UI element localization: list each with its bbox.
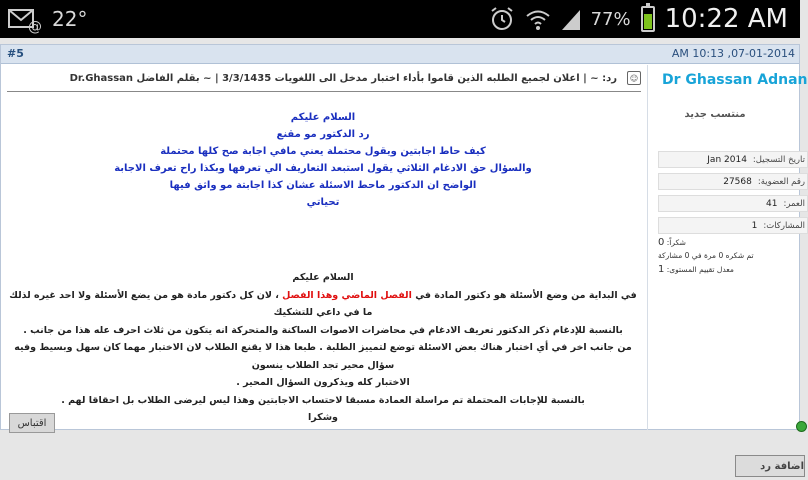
signal-icon <box>561 7 581 31</box>
battery-icon <box>641 6 655 32</box>
reply-line-1-end: ، لان كل دكتور مادة هو من يضع الأسئلة ولا احد غيره لذلك ما في داعي للتشكيك <box>9 289 373 318</box>
body-line: والسؤال حق الادغام الثلاثي يقول استبعد التعاريف الي تعرفها وبكذا راح تعرف الاجابة <box>114 163 532 174</box>
reply-line-5: بالنسبة للإجابات المحتملة تم مراسلة العمادة مسبقا لاحتساب الاجابتين وهذا ليس ليرضى الطلاب بل احقاقا لهم . <box>61 394 585 406</box>
body-line: كيف حاط اجابتين ويقول محتملة يعني مافي اجابة صح كلها محتملة <box>160 146 486 157</box>
posts-row <box>658 217 808 234</box>
temperature-text: 22° <box>52 7 88 31</box>
post-date: 07-01-2014, 10:13 AM <box>671 47 795 60</box>
body-line: رد الدكتور مو مقنع <box>276 129 370 140</box>
reply-line-4: الاختبار كله ويذكرون السؤال المحير . <box>236 377 410 388</box>
thanks-row <box>658 237 686 248</box>
user-sidebar <box>647 65 808 430</box>
reputation-row <box>658 264 734 275</box>
reply-line-1-start: في البداية من وضع الأسئلة هو دكتور المادة في <box>415 289 637 301</box>
reply-line-1 <box>3 287 643 322</box>
reply-thanks: وشكرا <box>308 412 338 423</box>
post-title-bar <box>7 65 641 92</box>
thanks-label: شكراً: <box>666 238 686 247</box>
post-icon: ☺ <box>627 71 641 85</box>
join-date-value: Jan 2014 <box>707 154 747 165</box>
mail-icon <box>8 6 42 35</box>
wifi-icon <box>525 7 551 31</box>
post-body-quote <box>3 109 643 211</box>
alarm-icon <box>489 6 515 32</box>
post-body-reply <box>3 269 643 427</box>
join-date-label: تاريخ التسجيل: <box>752 154 805 165</box>
member-id-row <box>658 173 808 190</box>
body-line: السلام عليكم <box>290 112 356 123</box>
online-status-icon <box>796 421 807 432</box>
reply-highlight: الفصل الماضي وهذا الفصل <box>282 289 412 301</box>
user-rank: منتسب جديد <box>684 109 746 120</box>
member-id-value: 27568 <box>723 176 752 187</box>
post-title: رد: ~ | اعلان لجميع الطلبه الذين قاموا بأداء اختبار مدخل الى اللغويات 3/3/1435 | ~ بقلم الفاضل Dr.Ghassan <box>69 72 617 84</box>
svg-text:@: @ <box>28 19 42 35</box>
reply-line-3: من جانب اخر في أي اختبار هناك بعض الاسئلة توضع لتمييز الطلبة . طبعا هذا لا يقنع الطلاب لان الاختبار مهما كان سهل وبسيط وفيه سؤال محير تجد الطلاب ينسون <box>14 342 632 371</box>
post-content <box>3 65 643 430</box>
battery-percent: 77% <box>590 8 631 30</box>
body-line: الواضح ان الدكتور ماحط الاسئلة عشان كذا اجابتة مو واثق فيها <box>169 180 477 191</box>
quote-button[interactable]: اقتباس <box>9 413 55 433</box>
reply-greeting: السلام عليكم <box>292 272 354 283</box>
posts-label: المشاركات: <box>763 220 805 231</box>
post-header <box>1 45 799 64</box>
username-link[interactable]: Dr Ghassan Adnan <box>662 72 808 88</box>
age-value: 41 <box>766 198 778 209</box>
forum-post <box>0 44 808 430</box>
age-label: العمر: <box>783 198 805 209</box>
join-date-row <box>658 151 808 168</box>
status-bar <box>0 0 800 38</box>
reputation-value: 1 <box>658 264 665 275</box>
reply-line-2: بالنسبة للإدغام ذكر الدكتور تعريف الادغام في محاضرات الاصوات الساكنة والمتحركة انه يتكون من ثلاث احرف عله هذا من جانب . <box>23 324 623 336</box>
body-line: تحياتي <box>306 197 340 208</box>
member-id-label: رقم العضوية: <box>757 176 805 187</box>
age-row <box>658 195 808 212</box>
clock: 10:22 AM <box>664 4 788 34</box>
add-reply-button[interactable]: اضافة رد <box>735 455 805 477</box>
reputation-label: معدل تقييم المستوى: <box>666 265 734 274</box>
post-number-link[interactable]: #5 <box>7 47 24 60</box>
thanked-text: تم شكره 0 مرة في 0 مشاركة <box>658 251 754 260</box>
posts-value: 1 <box>751 220 758 231</box>
thanks-value: 0 <box>658 237 665 248</box>
